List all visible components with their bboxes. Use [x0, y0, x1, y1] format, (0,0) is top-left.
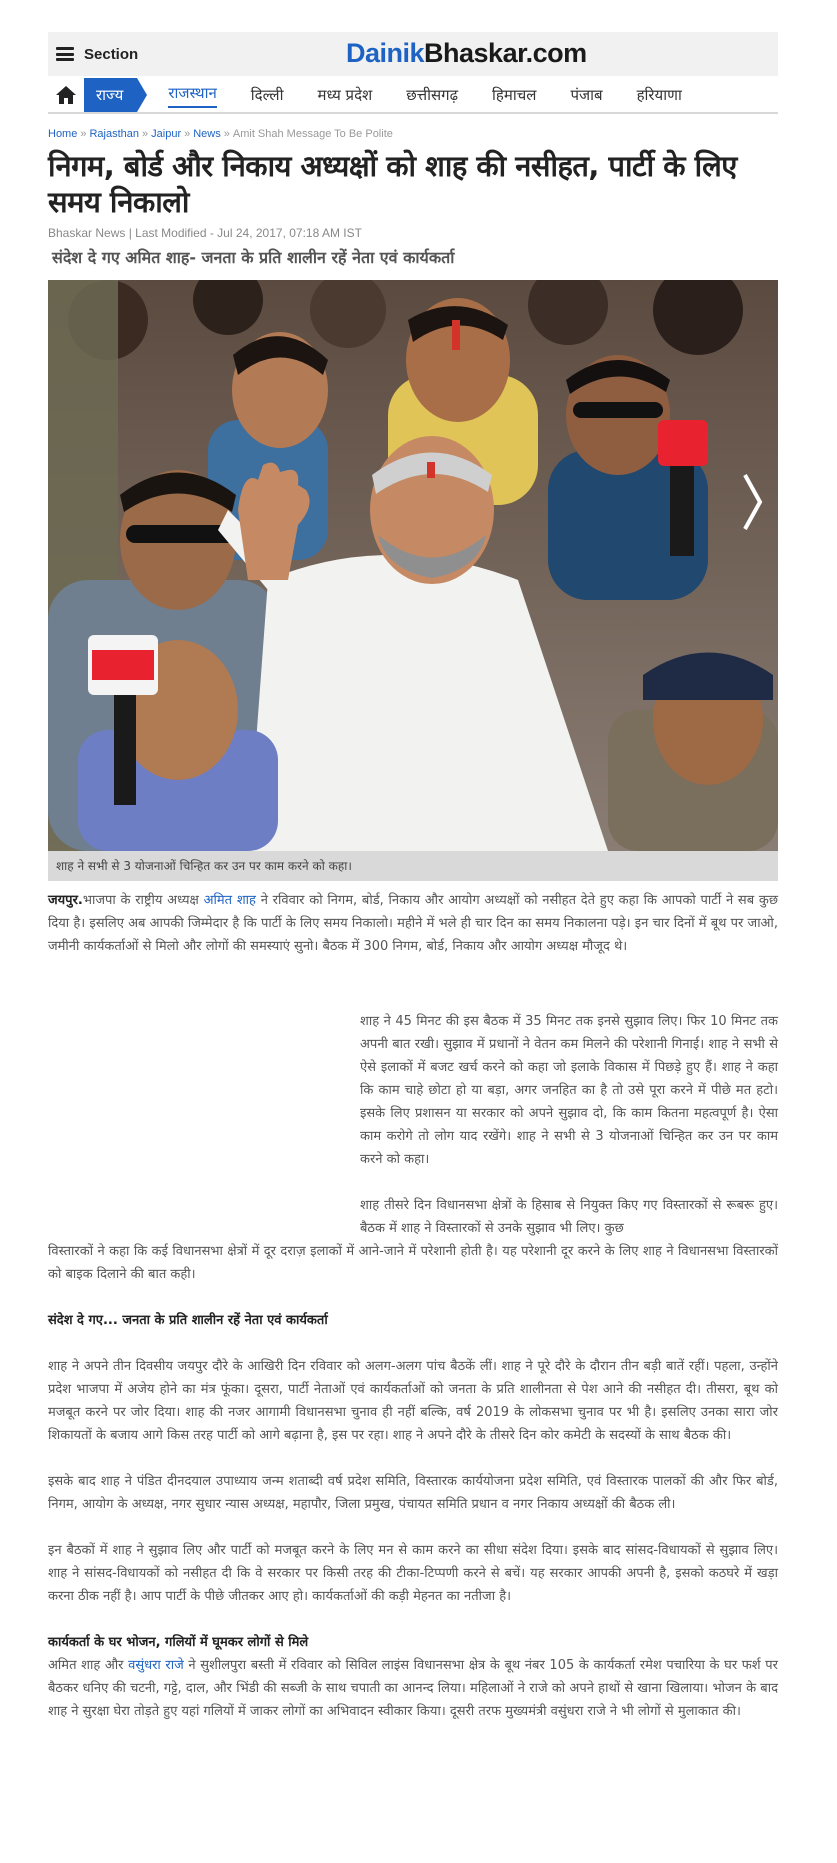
nav-item-punjab[interactable]: पंजाब: [570, 86, 603, 104]
paragraph-7: अमित शाह और वसुंधरा राजे ने सुशीलपुरा बस्ती में रविवार को सिविल लाइंस विधानसभा क्षेत्र के बूथ नंबर 105 के कार्यकर्ता रमेश पचारिया के घर फर्श पर बैठकर धनिए की चटनी, गट्टे, दाल, और भिंडी की सब्जी के साथ चपाती का आनन्द लिया। महिलाओं ने राजे को अपने हाथों से खाना खिलाया। भोजन के बाद शाह ने सुरक्षा घेरा तोड़ते हुए यहां गलियों में जाकर लोगों का अभिवादन स्वीकार किया। दूसरी तरफ मुख्यमंत्री वसुंधरा राजे ने भी लोगों से मुलाकात की।: [48, 1658, 778, 1719]
paragraph-4: शाह ने अपने तीन दिवसीय जयपुर दौरे के आखिरी दिन रविवार को अलग-अलग पांच बैठकें लीं। शाह ने पूरे दौरे के दौरान तीन बड़ी बातें रहीं। पहला, उन्होंने प्रदेश भाजपा में अजेय होने का मंत्र फूंका। दूसरा, पार्टी नेताओं एवं कार्यकर्ताओं को जनता के प्रति शालीनता से पेश आने की नसीहत दी। तीसरा, बूथ को मजबूत करने पर जोर दिया। शाह की नजर आगामी विधानसभा चुनाव ही नहीं बल्कि, वर्ष 2019 के लोकसभा चुनाव पर भी है। इसलिए उनका सारा जोर शिकायतों के बजाय आगे किस तरह पार्टी को आगे बढ़ाना है, इस पर रहा। शाह ने अपने दौरे के तीसरे दिन कोर कमेटी के सदस्यों के साथ बैठक की।: [48, 1359, 778, 1443]
state-nav: [48, 78, 778, 114]
article-title: निगम, बोर्ड और निकाय अध्यक्षों को शाह की नसीहत, पार्टी के लिए समय निकालो: [48, 149, 737, 219]
nav-section-rajya[interactable]: राज्य: [84, 78, 137, 112]
site-logo[interactable]: DainikBhaskar.com: [346, 38, 587, 68]
nav-item-madhya-pradesh[interactable]: मध्य प्रदेश: [317, 86, 373, 104]
link-vasundhara-raje[interactable]: वसुंधरा राजे: [128, 1658, 184, 1673]
page: [48, 32, 778, 1723]
article-dek: संदेश दे गए अमित शाह- जनता के प्रति शालीन रहें नेता एवं कार्यकर्ता: [52, 248, 455, 267]
hamburger-icon: [56, 47, 74, 61]
home-button[interactable]: [48, 79, 84, 111]
article-meta: Bhaskar News | Last Modified - Jul 24, 2017, 07:18 AM IST: [48, 226, 362, 240]
nav-item-haryana[interactable]: हरियाणा: [636, 86, 682, 104]
paragraph-2: शाह ने 45 मिनट की इस बैठक में 35 मिनट तक इनसे सुझाव लिए। फिर 10 मिनट तक अपनी बात रखी। सुझाव में प्रधानों ने वेतन कम मिलने की परेशानी गिनाई। शाह ने सभी से ऐसे इलाकों में बजट खर्च करने को कहा जो इलाके विकास में पिछड़े हुए हैं। शाह ने कहा कि काम चाहे छोटा हो या बड़ा, अगर जनहित का है तो उसे पूरा करने में पीछे मत हटो। इसके लिए प्रशासन या सरकार को अपने सुझाव दो, कि काम कितना महत्वपूर्ण है। ऐसा काम करोगे तो लोग याद रखेंगे। शाह ने सभी से 3 योजनाओं चिन्हित कर उन पर काम करने को कहा।: [360, 1014, 778, 1167]
breadcrumb-news[interactable]: News: [193, 128, 221, 140]
subheading-sandesh: संदेश दे गए... जनता के प्रति शालीन रहें नेता एवं कार्यकर्ता: [48, 1313, 328, 1328]
top-bar: [48, 32, 778, 76]
breadcrumb: Home » Rajasthan » Jaipur » News » Amit Shah Message To Be Polite: [48, 128, 393, 140]
subheading-bhojan: कार्यकर्ता के घर भोजन, गलियों में घूमकर लोगों से मिले: [48, 1635, 309, 1650]
link-amit-shah[interactable]: अमित शाह: [203, 893, 256, 908]
breadcrumb-jaipur[interactable]: Jaipur: [151, 128, 182, 140]
paragraph-6: इन बैठकों में शाह ने सुझाव लिए और पार्टी को मजबूत करने के लिए मन से काम करने का सीधा संदेश दिया। इसके बाद सांसद-विधायकों से सुझाव लिए। शाह ने सांसद-विधायकों को नसीहत दी कि वे सरकार पर किसी तरह की टीका-टिप्पणी करने से बचें। यह सरकार आपकी अपनी है, इसको कठघरे में खड़ा करना ठीक नहीं है। आप पार्टी के पीछे जीतकर आए हो। कार्यकर्ताओं की कड़ी मेहनत का नतीजा है।: [48, 1543, 778, 1604]
breadcrumb-home[interactable]: Home: [48, 128, 78, 140]
article-photo: [48, 280, 778, 851]
paragraph-3a: शाह तीसरे दिन विधानसभा क्षेत्रों के हिसाब से नियुक्त किए गए विस्तारकों से रूबरू हुए। बैठक में शाह ने विस्तारकों से उनके सुझाव भी लिए। कुछ: [360, 1198, 778, 1236]
section-menu-button[interactable]: [48, 46, 138, 63]
crowd-photo-illustration: [48, 280, 778, 851]
section-menu-label: Section: [84, 45, 139, 63]
article-body: [48, 889, 778, 1723]
nav-item-himachal[interactable]: हिमाचल: [492, 86, 537, 104]
paragraph-5: इसके बाद शाह ने पंडित दीनदयाल उपाध्याय जन्म शताब्दी वर्ष प्रदेश समिति, विस्तारक कार्ययोजना प्रदेश समिति, एवं विस्तारक पालकों की और फिर बोर्ड, निगम, आयोग के अध्यक्ष, नगर सुधार न्यास अध्यक्ष, महापौर, जिला प्रमुख, पंचायत समिति प्रधान व नगर निकाय अध्यक्षों की बैठक ली।: [48, 1474, 778, 1512]
nav-item-chhattisgarh[interactable]: छत्तीसगढ़: [406, 86, 459, 104]
home-icon: [55, 85, 77, 105]
nav-item-delhi[interactable]: दिल्ली: [250, 86, 284, 104]
breadcrumb-rajasthan[interactable]: Rajasthan: [89, 128, 140, 140]
paragraph-1: जयपुर.भाजपा के राष्ट्रीय अध्यक्ष अमित शाह ने रविवार को निगम, बोर्ड, निकाय और आयोग अध्यक्षों को नसीहत देते हुए कहा कि आपको पार्टी ने सब कुछ दिया है। इसलिए अब आपकी जिम्मेदार है कि पार्टी के लिए समय निकालो। महीने में भले ही चार दिन का समय निकालना पड़े। इन चार दिनों में बूथ पर जाओ, जमीनी कार्यकर्ताओं से मिलो और लोगों की समस्याएं सुनो। बैठक में 300 निगम, बोर्ड, निकाय और आयोग अध्यक्ष मौजूद थे।: [48, 893, 778, 954]
photo-caption: शाह ने सभी से 3 योजनाओं चिन्हित कर उन पर काम करने को कहा।: [48, 851, 778, 881]
breadcrumb-current: Amit Shah Message To Be Polite: [232, 128, 393, 140]
nav-item-rajasthan[interactable]: राजस्थान: [168, 83, 216, 108]
paragraph-3b: विस्तारकों ने कहा कि कई विधानसभा क्षेत्रों में दूर दराज़ इलाकों में आने-जाने में परेशानी होती है। यह परेशानी दूर करने के लिए शाह ने विधानसभा विस्तारकों को बाइक दिलाने की बात कही।: [48, 1244, 778, 1282]
